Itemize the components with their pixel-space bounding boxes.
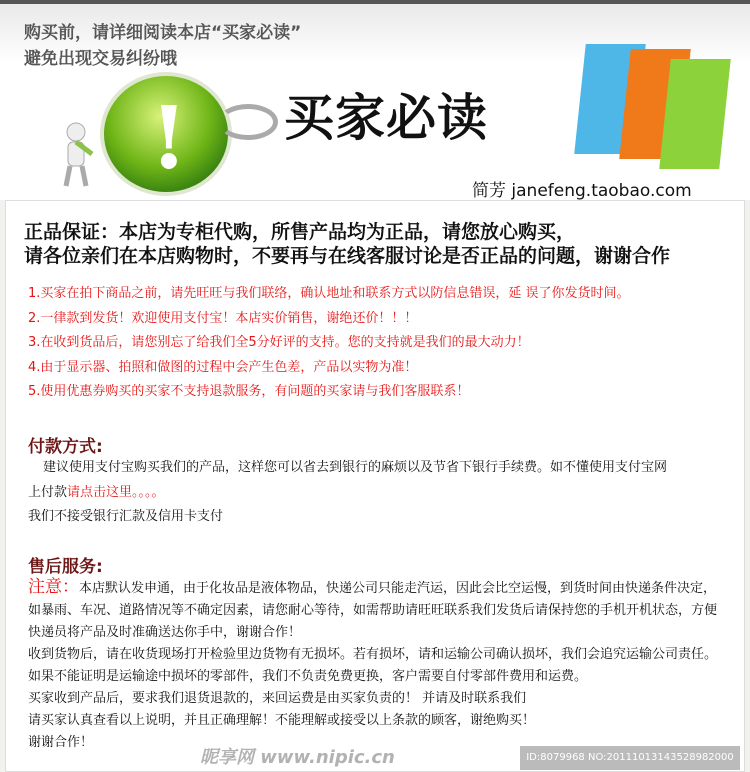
aftersale-paragraph: 请买家认真查看以上说明，并且正确理解！不能理解或接受以上条款的顾客，谢绝购买！: [28, 713, 536, 728]
aftersale-paragraph: 谢谢合作！: [28, 735, 94, 750]
exclamation-icon: !: [150, 88, 188, 189]
rule-item: 1.买家在拍下商品之前，请先旺旺与我们联络，确认地址和联系方式以防信息错误，延 误了你发货时间。: [28, 286, 630, 301]
rule-item: 4.由于显示器、拍照和做图的过程中会产生色差，产品以实物为准！: [28, 359, 418, 375]
payment-line: 我们不接受银行汇款及信用卡支付: [28, 509, 224, 524]
payment-line: 上付款: [28, 484, 68, 500]
aftersale-paragraph: 本店默认发申通，由于化妆品是液体物品，快递公司只能走汽运，因此会比空运慢，到货时间由快递条件决定，如暴雨、车况、道路情况等不确定因素，请您耐心等待，如需帮助请旺旺联系我们发货后请保持您的手机开机状态，方便快递员将产品及时准确送达你手中，谢谢合作！: [28, 581, 718, 640]
rule-item: 5.使用优惠券购买的买家不支持退款服务，有问题的买家请与我们客服联系！: [28, 384, 470, 399]
payment-title: 付款方式:: [28, 437, 103, 457]
authenticity-guarantee: [24, 220, 670, 268]
figure-icon: [62, 122, 98, 188]
watermark-id: ID:8079968 NO:20111013143528982000: [520, 746, 740, 770]
aftersale-paragraph: 收到货物后，请在收货现场打开检验里边货物有无损坏。若有损坏，请和运输公司确认损坏，我们会追究运输公司责任。如果不能证明是运输途中损坏的零部件，我们不负责免费更换，客户需要自付零部件费用和运费。: [28, 647, 718, 684]
intro-line-1: 购买前，请详细阅读本店“买家必读”: [24, 23, 302, 43]
rule-item: 3.在收到货品后，请您别忘了给我们全5分好评的支持。您的支持就是我们的最大动力！: [28, 335, 530, 350]
intro-line-2: 避免出现交易纠纷哦: [24, 49, 177, 69]
guarantee-line: 请各位亲们在本店购物时，不要再与在线客服讨论是否正品的问题，谢谢合作: [24, 245, 671, 267]
aftersale-text: [28, 576, 728, 754]
guarantee-line: 正品保证：本店为专柜代购，所售产品均为正品，请您放心购买，: [24, 221, 576, 243]
shop-name: 简芳 janefeng.taobao.com: [472, 181, 692, 201]
rules-list: [28, 282, 630, 405]
watermark-logo: 昵享网 www.nipic.cn: [200, 747, 395, 768]
aftersale-title: 售后服务:: [28, 557, 103, 577]
payment-text: [28, 456, 728, 530]
shopping-bag-icon: [659, 59, 731, 169]
swirl-decoration: [218, 104, 278, 140]
page-title: 买家必读: [284, 89, 488, 147]
alipay-link[interactable]: 请点击这里。。。。: [67, 484, 165, 500]
banner: [0, 0, 750, 200]
payment-line: 建议使用支付宝购买我们的产品，这样您可以省去到银行的麻烦以及节省下银行手续费。如不懂使用支付宝网: [43, 460, 668, 475]
note-label: 注意：: [28, 577, 79, 597]
rule-item: 2.一律款到发货！欢迎使用支付宝！本店实价销售，谢绝还价！！！: [28, 310, 418, 326]
aftersale-paragraph: 买家收到产品后，要求我们退货退款的，来回运费是由买家负责的！ 并请及时联系我们: [28, 691, 527, 706]
